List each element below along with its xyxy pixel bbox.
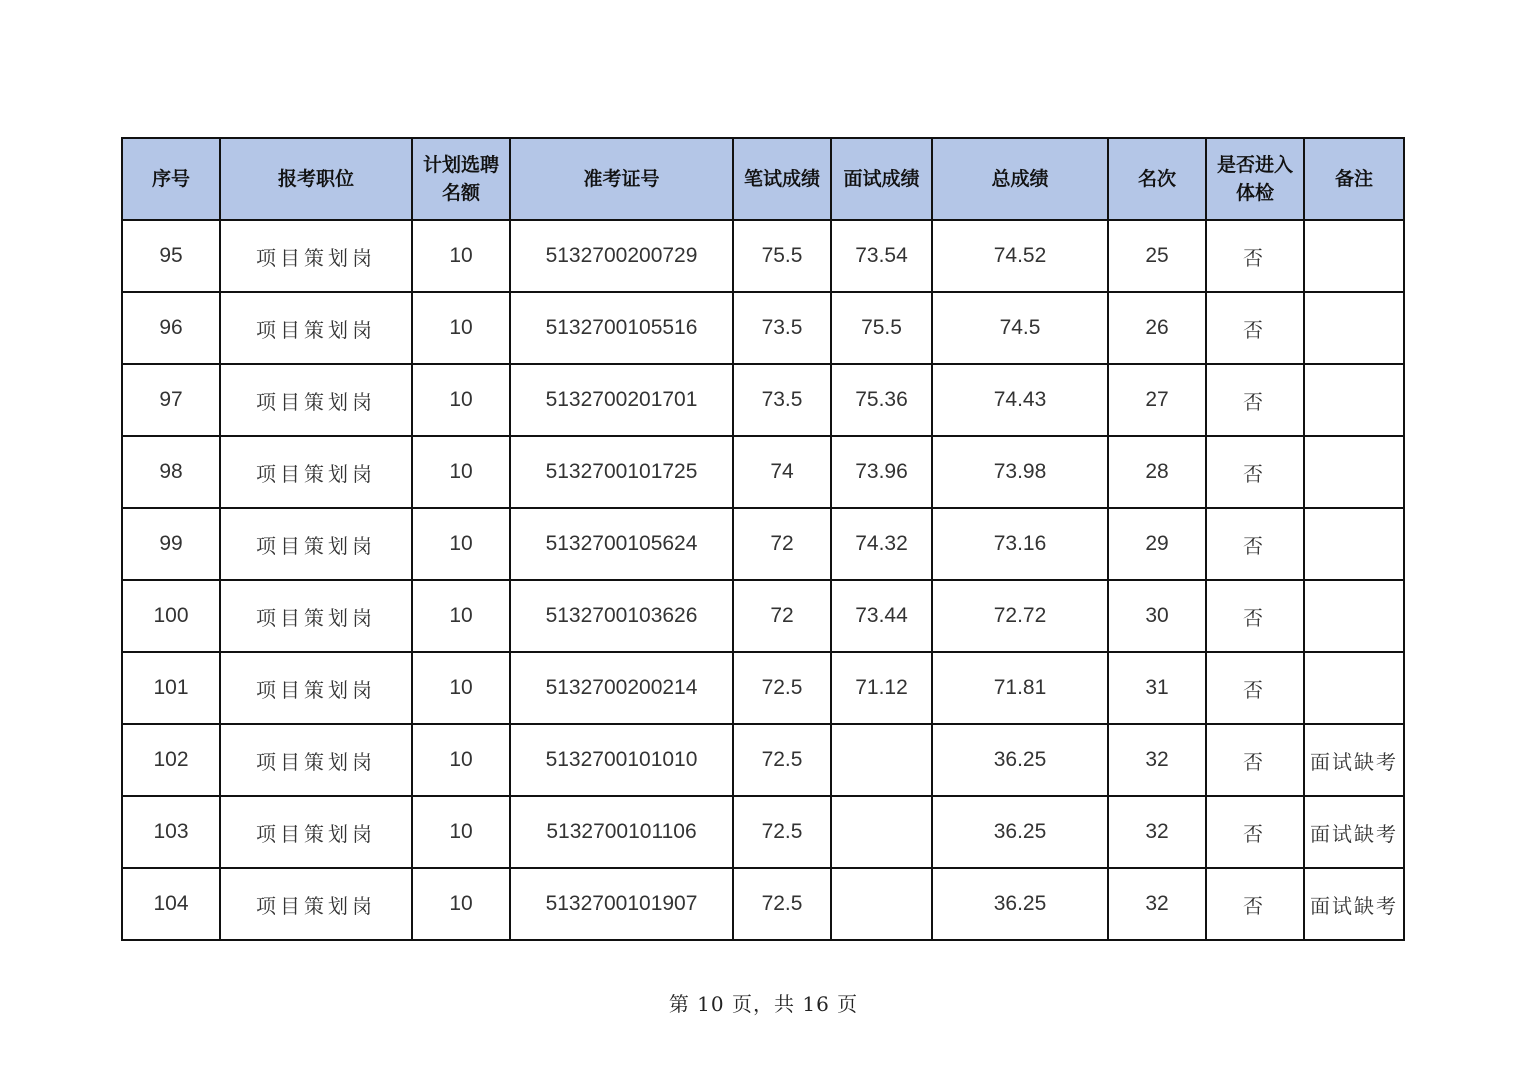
- cell-remark: 面试缺考: [1304, 796, 1404, 868]
- cell-position: 项目策划岗: [220, 580, 412, 652]
- cell-quota: 10: [412, 724, 510, 796]
- cell-remark: 面试缺考: [1304, 724, 1404, 796]
- cell-physical: 否: [1206, 292, 1304, 364]
- cell-total: 72.72: [932, 580, 1108, 652]
- cell-interview: [831, 796, 932, 868]
- cell-position: 项目策划岗: [220, 364, 412, 436]
- cell-rank: 27: [1108, 364, 1206, 436]
- header-quota: 计划选聘 名额: [412, 138, 510, 220]
- cell-seq: 103: [122, 796, 220, 868]
- cell-written: 73.5: [733, 364, 831, 436]
- cell-written: 72.5: [733, 796, 831, 868]
- cell-remark: [1304, 364, 1404, 436]
- cell-written: 73.5: [733, 292, 831, 364]
- cell-interview: 73.44: [831, 580, 932, 652]
- cell-position: 项目策划岗: [220, 508, 412, 580]
- cell-seq: 97: [122, 364, 220, 436]
- cell-ticket: 5132700200729: [510, 220, 733, 292]
- cell-interview: 75.5: [831, 292, 932, 364]
- cell-physical: 否: [1206, 724, 1304, 796]
- cell-quota: 10: [412, 580, 510, 652]
- cell-written: 75.5: [733, 220, 831, 292]
- cell-remark: [1304, 652, 1404, 724]
- cell-quota: 10: [412, 436, 510, 508]
- cell-rank: 32: [1108, 796, 1206, 868]
- cell-remark: [1304, 292, 1404, 364]
- cell-physical: 否: [1206, 580, 1304, 652]
- header-rank: 名次: [1108, 138, 1206, 220]
- cell-total: 36.25: [932, 724, 1108, 796]
- cell-rank: 32: [1108, 868, 1206, 940]
- cell-position: 项目策划岗: [220, 220, 412, 292]
- cell-total: 74.5: [932, 292, 1108, 364]
- cell-physical: 否: [1206, 436, 1304, 508]
- cell-position: 项目策划岗: [220, 436, 412, 508]
- cell-quota: 10: [412, 868, 510, 940]
- cell-position: 项目策划岗: [220, 292, 412, 364]
- cell-seq: 104: [122, 868, 220, 940]
- header-position: 报考职位: [220, 138, 412, 220]
- cell-interview: 73.96: [831, 436, 932, 508]
- cell-quota: 10: [412, 508, 510, 580]
- cell-physical: 否: [1206, 508, 1304, 580]
- cell-ticket: 5132700101106: [510, 796, 733, 868]
- cell-interview: 74.32: [831, 508, 932, 580]
- cell-remark: [1304, 220, 1404, 292]
- cell-interview: 71.12: [831, 652, 932, 724]
- table-row: [122, 220, 1404, 292]
- table-row: [122, 292, 1404, 364]
- cell-position: 项目策划岗: [220, 724, 412, 796]
- cell-ticket: 5132700101907: [510, 868, 733, 940]
- cell-remark: 面试缺考: [1304, 868, 1404, 940]
- cell-physical: 否: [1206, 220, 1304, 292]
- cell-rank: 31: [1108, 652, 1206, 724]
- cell-ticket: 5132700103626: [510, 580, 733, 652]
- cell-quota: 10: [412, 652, 510, 724]
- cell-written: 72.5: [733, 868, 831, 940]
- cell-total: 36.25: [932, 796, 1108, 868]
- cell-rank: 30: [1108, 580, 1206, 652]
- cell-seq: 101: [122, 652, 220, 724]
- table-row: [122, 724, 1404, 796]
- cell-ticket: 5132700105516: [510, 292, 733, 364]
- cell-total: 71.81: [932, 652, 1108, 724]
- cell-physical: 否: [1206, 796, 1304, 868]
- cell-total: 74.43: [932, 364, 1108, 436]
- cell-position: 项目策划岗: [220, 868, 412, 940]
- cell-seq: 96: [122, 292, 220, 364]
- cell-ticket: 5132700101010: [510, 724, 733, 796]
- header-row: [122, 138, 1404, 220]
- cell-interview: 73.54: [831, 220, 932, 292]
- cell-ticket: 5132700105624: [510, 508, 733, 580]
- page-footer: 第 10 页，共 16 页: [668, 992, 859, 1016]
- results-table: [121, 137, 1405, 941]
- cell-total: 73.16: [932, 508, 1108, 580]
- header-interview: 面试成绩: [831, 138, 932, 220]
- cell-total: 73.98: [932, 436, 1108, 508]
- cell-physical: 否: [1206, 364, 1304, 436]
- cell-quota: 10: [412, 796, 510, 868]
- cell-quota: 10: [412, 292, 510, 364]
- cell-rank: 28: [1108, 436, 1206, 508]
- cell-written: 72.5: [733, 724, 831, 796]
- header-physical: 是否进入 体检: [1206, 138, 1304, 220]
- cell-seq: 95: [122, 220, 220, 292]
- header-ticket: 准考证号: [510, 138, 733, 220]
- cell-rank: 26: [1108, 292, 1206, 364]
- cell-physical: 否: [1206, 868, 1304, 940]
- cell-ticket: 5132700201701: [510, 364, 733, 436]
- table-row: [122, 652, 1404, 724]
- header-remark: 备注: [1304, 138, 1404, 220]
- cell-physical: 否: [1206, 652, 1304, 724]
- cell-ticket: 5132700200214: [510, 652, 733, 724]
- cell-total: 36.25: [932, 868, 1108, 940]
- cell-written: 72.5: [733, 652, 831, 724]
- cell-ticket: 5132700101725: [510, 436, 733, 508]
- header-total: 总成绩: [932, 138, 1108, 220]
- table-row: [122, 364, 1404, 436]
- cell-written: 72: [733, 508, 831, 580]
- cell-seq: 98: [122, 436, 220, 508]
- header-written: 笔试成绩: [733, 138, 831, 220]
- cell-remark: [1304, 436, 1404, 508]
- cell-interview: [831, 868, 932, 940]
- cell-remark: [1304, 508, 1404, 580]
- cell-rank: 32: [1108, 724, 1206, 796]
- cell-seq: 102: [122, 724, 220, 796]
- cell-quota: 10: [412, 364, 510, 436]
- cell-interview: [831, 724, 932, 796]
- cell-position: 项目策划岗: [220, 652, 412, 724]
- cell-position: 项目策划岗: [220, 796, 412, 868]
- cell-written: 72: [733, 580, 831, 652]
- cell-quota: 10: [412, 220, 510, 292]
- cell-seq: 99: [122, 508, 220, 580]
- cell-remark: [1304, 580, 1404, 652]
- table-row: [122, 436, 1404, 508]
- cell-written: 74: [733, 436, 831, 508]
- table-row: [122, 796, 1404, 868]
- cell-total: 74.52: [932, 220, 1108, 292]
- cell-rank: 25: [1108, 220, 1206, 292]
- table-row: [122, 580, 1404, 652]
- table-row: [122, 508, 1404, 580]
- table-row: [122, 868, 1404, 940]
- score-sheet: [121, 137, 1405, 941]
- cell-interview: 75.36: [831, 364, 932, 436]
- cell-rank: 29: [1108, 508, 1206, 580]
- cell-seq: 100: [122, 580, 220, 652]
- header-seq: 序号: [122, 138, 220, 220]
